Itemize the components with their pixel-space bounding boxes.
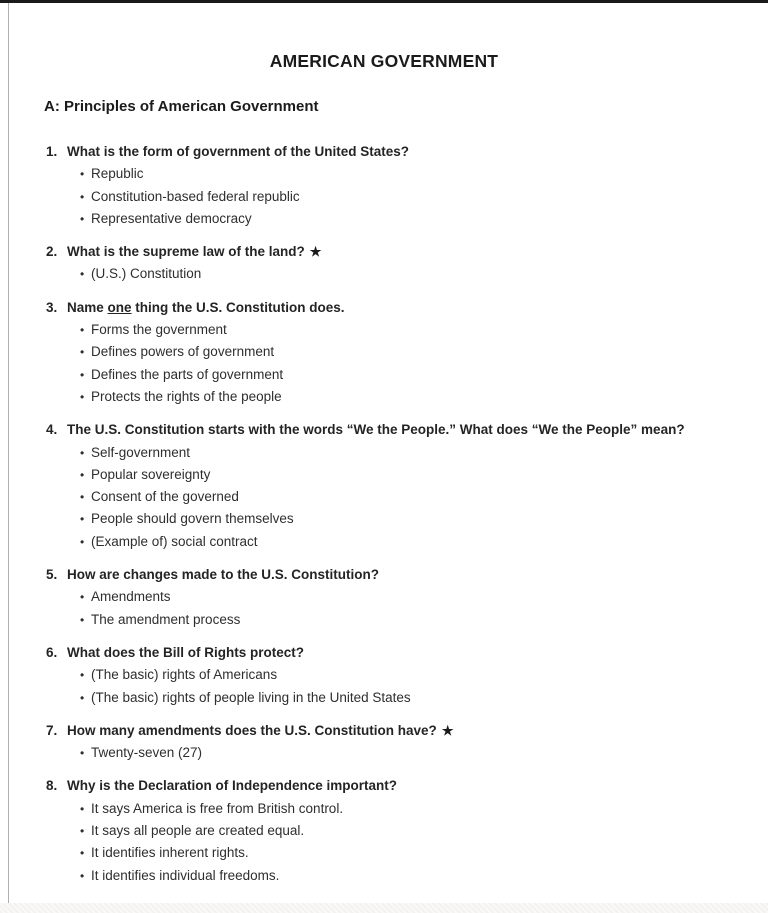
answer-text: (The basic) rights of people living in the United States: [91, 689, 411, 705]
answer-item: [80, 341, 744, 363]
question-number: 3.: [46, 299, 58, 315]
answer-text: Self-government: [91, 444, 191, 460]
page-title: AMERICAN GOVERNMENT: [269, 51, 499, 71]
answer-text: It identifies inherent rights.: [91, 845, 249, 861]
answer-text: Protects the rights of the people: [91, 388, 282, 404]
question-text: [46, 297, 744, 319]
question-item: [46, 642, 744, 709]
question-item: [46, 775, 744, 886]
answer-item: [80, 319, 744, 341]
answer-text: Constitution-based federal republic: [91, 188, 300, 204]
star-icon: ★: [441, 722, 454, 738]
question-label-after: thing the U.S. Constitution does.: [131, 299, 345, 315]
bullet-icon: •: [80, 189, 85, 204]
answer-list: [80, 798, 744, 887]
question-label: What is the form of government of the United States?: [67, 144, 410, 159]
answer-text: (The basic) rights of Americans: [91, 667, 278, 683]
answer-item: [80, 586, 744, 608]
question-label-underlined: one: [107, 299, 132, 315]
bullet-icon: •: [80, 801, 85, 816]
answer-item: [80, 798, 744, 820]
question-item: [46, 564, 744, 631]
answer-text: Forms the government: [91, 322, 227, 338]
question-item: [46, 241, 744, 286]
answer-list: [80, 442, 744, 553]
question-text: [46, 642, 744, 664]
question-item: [46, 141, 744, 230]
answer-item: [80, 842, 744, 864]
question-text: [46, 419, 744, 441]
bullet-icon: •: [80, 590, 85, 605]
bullet-icon: •: [80, 668, 85, 683]
page-top-edge: [0, 0, 768, 3]
question-item: [46, 720, 744, 765]
question-label: Why is the Declaration of Independence important?: [67, 778, 398, 794]
bullet-icon: •: [80, 211, 85, 226]
question-text: [46, 720, 744, 742]
answer-text: (Example of) social contract: [91, 533, 258, 549]
question-text: [46, 564, 744, 586]
answer-list: [80, 664, 744, 709]
answer-item: [80, 208, 744, 230]
answer-item: [80, 386, 744, 408]
answer-text: Defines powers of government: [91, 344, 275, 360]
answer-item: [80, 820, 744, 842]
answer-item: [80, 163, 744, 185]
answer-item: [80, 531, 744, 553]
answer-text: It says all people are created equal.: [91, 823, 305, 839]
question-text: [46, 141, 744, 163]
answer-item: [80, 609, 744, 631]
star-icon: ★: [309, 244, 322, 260]
bullet-icon: •: [80, 512, 85, 527]
answer-item: [80, 186, 744, 208]
answer-text: Consent of the governed: [91, 489, 239, 505]
answer-item: [80, 687, 744, 709]
question-number: 5.: [46, 567, 58, 583]
bullet-icon: •: [80, 345, 85, 360]
bullet-icon: •: [80, 389, 85, 404]
question-number: 8.: [46, 778, 58, 794]
answer-text: Representative democracy: [91, 210, 252, 226]
answer-list: [80, 263, 744, 285]
question-label-before: Name: [67, 299, 108, 315]
answer-text: Defines the parts of government: [91, 366, 284, 382]
question-label: The U.S. Constitution starts with the words “We the People.” What does “We the People” mean?: [67, 422, 685, 438]
question-label: What does the Bill of Rights protect?: [67, 644, 304, 660]
bullet-icon: •: [80, 167, 85, 182]
answer-text: It says America is free from British control.: [91, 800, 344, 816]
answer-item: [80, 865, 744, 887]
bullet-icon: •: [80, 267, 85, 282]
answer-text: Amendments: [91, 589, 171, 605]
answer-text: (U.S.) Constitution: [91, 266, 202, 282]
bullet-icon: •: [80, 534, 85, 549]
bullet-icon: •: [80, 445, 85, 460]
answer-list: [80, 163, 744, 230]
answer-item: [80, 364, 744, 386]
question-label: How many amendments does the U.S. Constitution have?: [67, 722, 437, 738]
answer-item: [80, 742, 744, 764]
answer-text: Popular sovereignty: [91, 466, 211, 482]
answer-item: [80, 508, 744, 530]
bullet-icon: •: [80, 490, 85, 505]
page-bottom-edge: [0, 903, 768, 913]
question-label: How are changes made to the U.S. Constitution?: [67, 567, 380, 583]
question-label: [67, 300, 345, 315]
bullet-icon: •: [80, 690, 85, 705]
answer-text: Republic: [91, 166, 144, 182]
section-heading: A: Principles of American Government: [44, 98, 319, 115]
answer-list: [80, 742, 744, 764]
bullet-icon: •: [80, 846, 85, 861]
bullet-icon: •: [80, 824, 85, 839]
answer-text: Twenty-seven (27): [91, 745, 203, 761]
question-item: [46, 419, 744, 553]
answer-text: People should govern themselves: [91, 511, 294, 527]
bullet-icon: •: [80, 868, 85, 883]
answer-list: [80, 319, 744, 408]
question-item: [46, 297, 744, 408]
answer-item: [80, 263, 744, 285]
answer-item: [80, 486, 744, 508]
question-number: 1.: [46, 144, 58, 159]
bullet-icon: •: [80, 323, 85, 338]
question-number: 6.: [46, 644, 58, 660]
question-number: 2.: [46, 244, 58, 260]
answer-item: [80, 464, 744, 486]
answer-item: [80, 664, 744, 686]
question-label: What is the supreme law of the land?: [67, 244, 305, 260]
answer-text: The amendment process: [91, 611, 241, 627]
answer-list: [80, 586, 744, 631]
answer-item: [80, 442, 744, 464]
bullet-icon: •: [80, 367, 85, 382]
question-list: [0, 141, 768, 887]
answer-text: It identifies individual freedoms.: [91, 867, 280, 883]
bullet-icon: •: [80, 746, 85, 761]
bullet-icon: •: [80, 467, 85, 482]
page-left-edge-line: [8, 3, 9, 903]
question-text: [46, 775, 744, 797]
question-number: 4.: [46, 422, 58, 438]
bullet-icon: •: [80, 612, 85, 627]
question-number: 7.: [46, 722, 58, 738]
question-text: [46, 241, 744, 263]
